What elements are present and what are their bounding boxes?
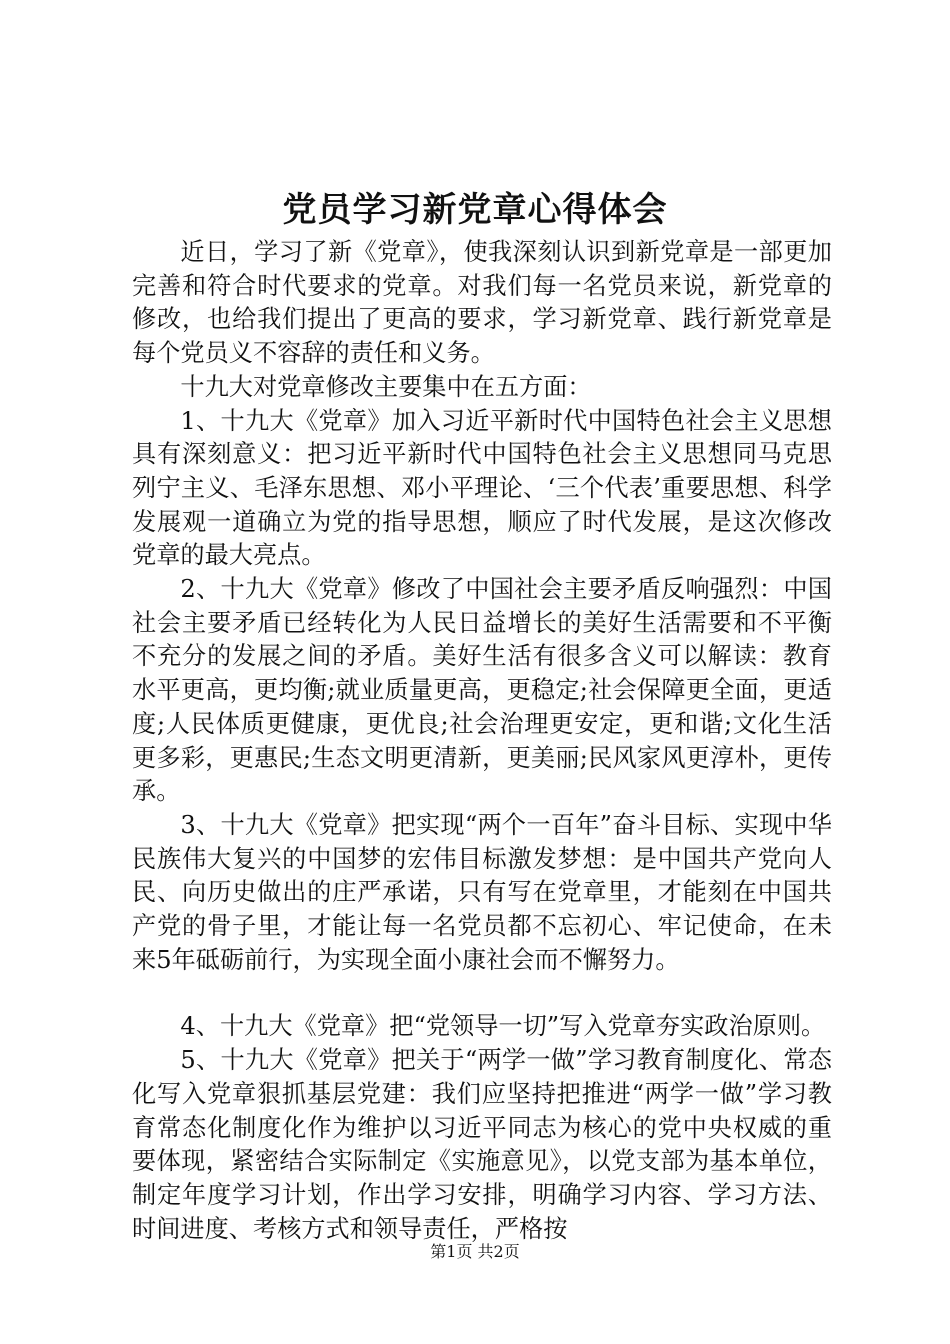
paragraph-intro: 近日，学习了新《党章》，使我深刻认识到新党章是一部更加完善和符合时代要求的党章。对我们每一名党员来说，新党章的修改，也给我们提出了更高的要求，学习新党章、践行新党章是每个党员义不容辞的责任和义务。 [132,238,832,368]
paragraph-point-2: 2、十九大《党章》修改了中国社会主要矛盾反响强烈：中国社会主要矛盾已经转化为人民日益增长的美好生活需要和不平衡不充分的发展之间的矛盾。美好生活有很多含义可以解读：教育水平更高，更均衡;就业质量更高，更稳定;社会保障更全面，更适度;人民体质更健康，更优良;社会治理更安定，更和谐;文化生活更多彩，更惠民;生态文明更清新，更美丽;民风家风更淳朴，更传承。 [132,575,832,806]
paragraph-point-4: 4、十九大《党章》把“党领导一切”写入党章夯实政治原则。 [180,1012,826,1041]
paragraph-point-3: 3、十九大《党章》把实现“两个一百年”奋斗目标、实现中华民族伟大复兴的中国梦的宏伟目标激发梦想：是中国共产党向人民、向历史做出的庄严承诺，只有写在党章里，才能刻在中国共产党的骨子里，才能让每一名党员都不忘初心、牢记使命，在未来5年砥砺前行，为实现全面小康社会而不懈努力。 [132,810,832,974]
paragraph-point-1: 1、十九大《党章》加入习近平新时代中国特色社会主义思想具有深刻意义：把习近平新时代中国特色社会主义思想同马克思列宁主义、毛泽东思想、邓小平理论、‘三个代表’重要思想、科学发展观一道确立为党的指导思想，顺应了时代发展，是这次修改党章的最大亮点。 [132,406,832,570]
document-title: 党员学习新党章心得体会 [282,190,668,230]
page-footer: 第1页 共2页 [430,1242,520,1261]
document-body [132,236,832,1246]
paragraph-point-5: 5、十九大《党章》把关于“两学一做”学习教育制度化、常态化写入党章狠抓基层党建：我们应坚持把推进“两学一做”学习教育常态化制度化作为维护以习近平同志为核心的党中央权威的重要体现，紧密结合实际制定《实施意见》，以党支部为基本单位，制定年度学习计划，作出学习安排，明确学习内容、学习方法、时间进度、考核方式和领导责任，严格按 [132,1046,832,1243]
paragraph-summary: 十九大对党章修改主要集中在五方面： [180,372,592,401]
